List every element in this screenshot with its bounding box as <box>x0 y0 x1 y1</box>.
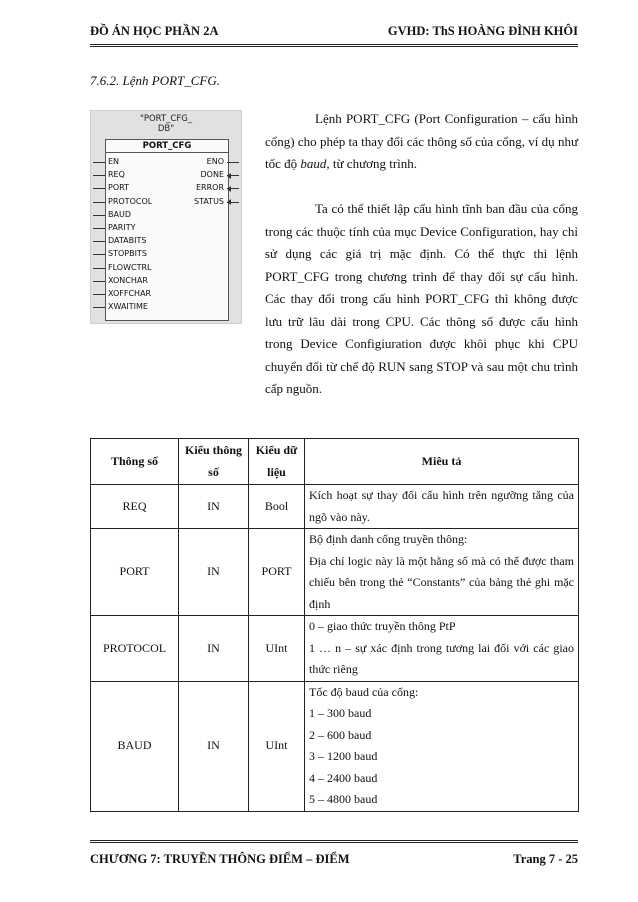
input-connector <box>93 202 105 203</box>
input-pin: PROTOCOL <box>108 196 153 206</box>
input-connector <box>93 268 105 269</box>
table-row <box>91 485 579 529</box>
output-connector <box>227 162 239 163</box>
desc-line: Bộ định danh cổng truyền thông: <box>309 532 468 546</box>
input-connector <box>93 228 105 229</box>
port-cfg-block-figure <box>90 110 242 324</box>
header-param: Thông số <box>91 439 179 485</box>
header-desc: Miêu tả <box>305 439 579 485</box>
output-pin: ENO <box>206 157 224 166</box>
dtype-cell: Bool <box>249 485 305 529</box>
param-cell: BAUD <box>91 681 179 811</box>
kind-cell: IN <box>179 616 249 682</box>
table-row <box>91 681 579 811</box>
desc-line: 0 – giao thức truyền thông PtP <box>309 619 456 633</box>
input-connector <box>93 162 105 163</box>
dtype-cell: PORT <box>249 529 305 616</box>
paragraph-1 <box>265 108 578 176</box>
input-pin: REQ <box>108 170 125 180</box>
desc-line: Kích hoạt sự thay đổi cấu hình trên ngưỡng tăng của ngõ vào này. <box>309 488 574 524</box>
desc-line: Địa chỉ logic này là một hằng số mà có thể được tham chiếu bên trong thẻ “Constants” của bảng thẻ ghi mặc định <box>309 553 574 611</box>
output-pin: ERROR <box>195 183 224 193</box>
desc-cell <box>305 529 579 616</box>
param-cell: PROTOCOL <box>91 616 179 682</box>
input-pin: STOPBITS <box>108 249 147 259</box>
input-connector <box>93 188 105 189</box>
footer-left: CHƯƠNG 7: TRUYỀN THÔNG ĐIỂM – ĐIỂM <box>90 852 350 866</box>
table-row <box>91 529 579 616</box>
desc-cell <box>305 485 579 529</box>
desc-cell <box>305 681 579 811</box>
output-arrow-icon <box>227 199 231 205</box>
input-pin: PARITY <box>108 223 136 232</box>
paragraph1-emphasis: baud <box>300 156 327 171</box>
input-pin: BAUD <box>108 209 131 219</box>
page-footer <box>90 840 578 867</box>
db-name-line1: "PORT_CFG_ <box>139 114 193 124</box>
input-pin: XONCHAR <box>108 275 148 285</box>
param-cell: REQ <box>91 485 179 529</box>
block-title: PORT_CFG <box>106 140 228 153</box>
input-pin: FLOWCTRL <box>108 262 152 272</box>
input-pin: DATABITS <box>108 236 147 246</box>
desc-cell <box>305 616 579 682</box>
table-header-row <box>91 439 579 485</box>
input-connector <box>93 254 105 255</box>
paragraph1-text-b: , từ chương trình. <box>326 156 418 171</box>
input-connector <box>93 241 105 242</box>
output-pin: DONE <box>200 170 224 180</box>
header-right: GVHD: ThS HOÀNG ĐÌNH KHÔI <box>387 24 578 38</box>
section-title: 7.6.2. Lệnh PORT_CFG. <box>90 73 220 88</box>
paragraph1-text-a: Lệnh PORT_CFG (Port Configuration – cấu hình cổng) cho phép ta thay đổi các thông số của cổng, ví dụ như tốc độ <box>265 111 578 171</box>
input-connector <box>93 294 105 295</box>
input-pin: XOFFCHAR <box>108 289 152 298</box>
output-arrow-icon <box>227 186 231 192</box>
input-connector <box>93 307 105 308</box>
param-cell: PORT <box>91 529 179 616</box>
header-dtype <box>249 439 305 485</box>
function-block <box>105 139 229 321</box>
desc-line: Tốc độ baud của cổng: <box>309 684 419 699</box>
paragraph2-text: Ta có thể thiết lập cấu hình tĩnh ban đầu của cổng trong các thuộc tính của mục Device Configuration, hay chỉ sử dụng các giá trị mặc định. Có thể thực thi lệnh PORT_CFG trong chương trình để thay đổi sự cấu hình. Các thay đổi trong cấu hình PORT_CFG thì không được lưu trữ lâu dài trong CPU. Các thông số được cấu hình trong Device Configiuration được khôi phục khi CPU chuyển đổi từ chế độ RUN sang STOP và sau một chu trình cấp nguồn. <box>265 201 578 396</box>
header-dtype-text: Kiểu dữ liệu <box>255 443 298 479</box>
input-connector <box>93 175 105 176</box>
page-header <box>90 20 578 47</box>
input-pin: PORT <box>108 183 129 193</box>
table-row <box>91 616 579 682</box>
desc-line: 3 – 1200 baud <box>309 749 378 763</box>
kind-cell: IN <box>179 529 249 616</box>
input-connector <box>93 215 105 216</box>
input-connector <box>93 281 105 282</box>
kind-cell: IN <box>179 681 249 811</box>
desc-line: 1 – 300 baud <box>309 706 372 720</box>
db-name-line2: DB" <box>157 124 175 134</box>
desc-line: 2 – 600 baud <box>309 727 372 742</box>
output-pin: STATUS <box>193 196 224 206</box>
kind-cell: IN <box>179 485 249 529</box>
output-arrow-icon <box>227 173 231 179</box>
header-left: ĐỒ ÁN HỌC PHẦN 2A <box>90 24 219 38</box>
footer-right: Trang 7 - 25 <box>513 852 578 866</box>
input-pin: XWAITIME <box>108 302 148 312</box>
input-pin: EN <box>108 157 120 166</box>
dtype-cell: UInt <box>249 616 305 682</box>
header-kind-text: Kiểu thông số <box>184 443 242 479</box>
desc-line: 5 – 4800 baud <box>309 792 378 806</box>
desc-line: 4 – 2400 baud <box>309 770 378 785</box>
parameter-table <box>90 438 579 812</box>
header-kind <box>179 439 249 485</box>
paragraph-2 <box>265 198 578 401</box>
desc-line: 1 … n – sự xác định trong tương lai đối với các giao thức riêng <box>309 640 574 676</box>
dtype-cell: UInt <box>249 681 305 811</box>
